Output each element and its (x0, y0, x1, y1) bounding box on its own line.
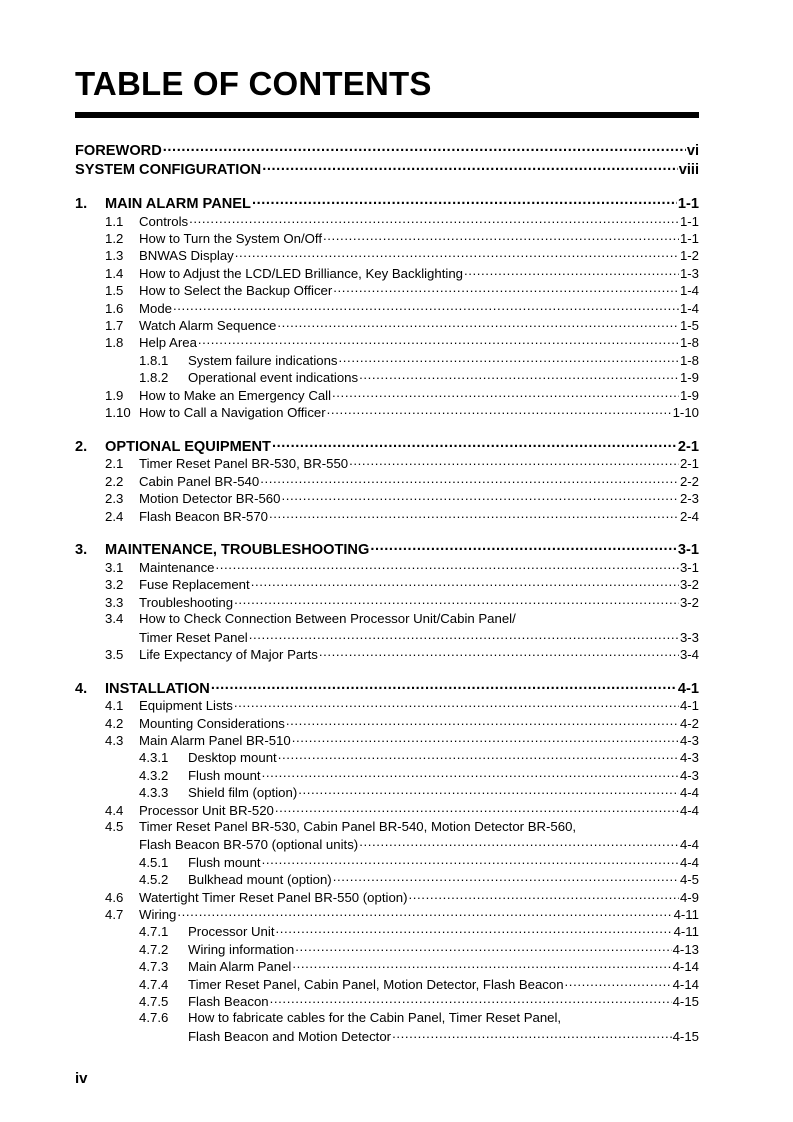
toc-entry-title: Troubleshooting (139, 594, 234, 610)
toc-entry-title-continued: Timer Reset Panel (139, 629, 248, 645)
toc-section[interactable] (75, 611, 699, 628)
dot-leader (392, 1028, 672, 1041)
dot-leader (319, 646, 679, 659)
toc-section-number: 3.2 (105, 577, 124, 593)
toc-entry-title-continued: Flash Beacon BR-570 (optional units) (139, 837, 359, 853)
toc-subsection[interactable] (75, 993, 699, 1010)
toc-section[interactable] (75, 888, 699, 905)
toc-section-number: 2.2 (105, 473, 124, 489)
toc-entry-title: How to Select the Backup Officer (139, 283, 333, 299)
toc-entry-title: Life Expectancy of Major Parts (139, 646, 318, 662)
section-spacer (75, 421, 699, 436)
toc-section[interactable] (75, 646, 699, 663)
dot-leader (275, 801, 679, 814)
toc-page-number: 4-2 (679, 715, 699, 731)
dot-leader (565, 975, 672, 988)
toc-entry-title: Fuse Replacement (139, 577, 250, 593)
toc-entry-title: SYSTEM CONFIGURATION (75, 161, 262, 178)
toc-page-number: 4-15 (672, 1028, 699, 1044)
toc-page-number: vi (686, 142, 699, 159)
toc-section-number: 1.5 (105, 283, 124, 299)
toc-section-continued[interactable] (75, 628, 699, 645)
toc-section[interactable] (75, 299, 699, 316)
section-spacer (75, 663, 699, 678)
toc-section-number: 1.8.1 (139, 352, 169, 368)
toc-entry-title: Operational event indications (188, 370, 359, 386)
toc-subsection[interactable] (75, 941, 699, 958)
toc-section-number: 4.2 (105, 715, 124, 731)
toc-page-number: 4-11 (673, 906, 699, 922)
dot-leader (262, 159, 678, 174)
toc-page-number: 3-1 (679, 559, 699, 575)
toc-section-continued[interactable] (75, 836, 699, 853)
dot-leader (292, 732, 679, 745)
toc-chapter[interactable] (75, 678, 699, 697)
toc-entry-title: Processor Unit BR-520 (139, 802, 274, 818)
dot-leader (409, 888, 679, 901)
toc-page-number: 4-5 (679, 872, 699, 888)
toc-page-number: viii (678, 161, 699, 178)
dot-leader (333, 871, 679, 884)
toc-section[interactable] (75, 732, 699, 749)
toc-section[interactable] (75, 386, 699, 403)
toc-page-number: 4-14 (672, 959, 699, 975)
toc-page-number: 1-8 (679, 352, 699, 368)
dot-leader (234, 594, 679, 607)
toc-entry-title: Shield film (option) (188, 785, 298, 801)
toc-section-number: 3.3 (105, 594, 124, 610)
toc-entry-title: Wiring information (188, 941, 295, 957)
toc-entry-title: Timer Reset Panel, Cabin Panel, Motion Detector, Flash Beacon (188, 976, 564, 992)
toc-subsection[interactable] (75, 958, 699, 975)
dot-leader (359, 369, 679, 382)
toc-page-number: 4-3 (679, 750, 699, 766)
toc-page-number: 1-3 (679, 265, 699, 281)
toc-section-number: 4.3 (105, 733, 124, 749)
toc-page-number: 4-4 (679, 837, 699, 853)
toc-entry-title: Mode (139, 300, 172, 316)
toc-page-number: 1-1 (679, 213, 699, 229)
toc-entry-title: Flash Beacon (188, 993, 269, 1009)
toc-section-number: 2.4 (105, 508, 124, 524)
toc-section-number: 1.1 (105, 213, 124, 229)
toc-entry-title: How to Turn the System On/Off (139, 231, 322, 247)
toc-section-number: 1.9 (105, 387, 124, 403)
toc-page-number: 1-10 (672, 404, 699, 420)
toc-section-number: 2.3 (105, 491, 124, 507)
title-rule (75, 112, 699, 118)
toc-section[interactable] (75, 230, 699, 247)
toc-section-number: 1.8 (105, 335, 124, 351)
toc-section[interactable] (75, 334, 699, 351)
toc-page-number: 4-3 (679, 733, 699, 749)
dot-leader (370, 540, 677, 555)
toc-page-number: 4-3 (679, 767, 699, 783)
dot-leader (333, 282, 679, 295)
dot-leader (464, 265, 679, 278)
toc-section[interactable] (75, 404, 699, 421)
toc-chapter-number: 3. (75, 542, 88, 559)
toc-page-number: 4-4 (679, 785, 699, 801)
toc-entry-title: Controls (139, 213, 189, 229)
toc-subsection[interactable] (75, 923, 699, 940)
toc-subsection[interactable] (75, 854, 699, 871)
toc-entry-title: How to Check Connection Between Processor Unit/Cabin Panel/ (139, 610, 516, 626)
toc-chapter[interactable] (75, 436, 699, 455)
dot-leader (327, 404, 672, 417)
toc-page-number: 1-1 (679, 231, 699, 247)
toc-section[interactable] (75, 576, 699, 593)
toc-section-number: 4.5.2 (139, 872, 169, 888)
toc-page-number: 4-1 (679, 698, 699, 714)
toc-section-number: 4.4 (105, 802, 124, 818)
toc-page-number: 1-2 (679, 248, 699, 264)
toc-entry-title: Mounting Considerations (139, 715, 285, 731)
toc-entry-title: How to Call a Navigation Officer (139, 404, 326, 420)
toc-page-number: 2-2 (679, 473, 699, 489)
page-number: iv (75, 1070, 88, 1087)
toc-page-number: 1-1 (677, 196, 699, 213)
dot-leader (275, 923, 672, 936)
toc-entry-title: How to Make an Emergency Call (139, 387, 332, 403)
dot-leader (177, 906, 672, 919)
toc-subsection[interactable] (75, 1010, 699, 1027)
dot-leader (173, 299, 679, 312)
toc-section[interactable] (75, 906, 699, 923)
dot-leader (189, 213, 679, 226)
toc-subsection-continued[interactable] (75, 1028, 699, 1045)
toc-section[interactable] (75, 213, 699, 230)
toc-page-number: 4-1 (677, 680, 699, 697)
toc-chapter-number: 2. (75, 438, 88, 455)
toc-section-number: 3.4 (105, 610, 124, 626)
toc-entry-title: How to Adjust the LCD/LED Brilliance, Key Backlighting (139, 265, 463, 281)
toc-page-number: 4-4 (679, 854, 699, 870)
toc-section[interactable] (75, 559, 699, 576)
toc-section-number: 4.5.1 (139, 854, 169, 870)
toc-subsection[interactable] (75, 784, 699, 801)
dot-leader (262, 767, 679, 780)
toc-page-number: 2-1 (677, 438, 699, 455)
toc-entry-title: How to fabricate cables for the Cabin Panel, Timer Reset Panel, (188, 1010, 562, 1026)
dot-leader (163, 140, 686, 155)
dot-leader (286, 714, 679, 727)
toc-entry-title: Timer Reset Panel BR-530, Cabin Panel BR-540, Motion Detector BR-560, (139, 818, 577, 834)
toc-entry-title: FOREWORD (75, 142, 162, 159)
toc-page-number: 1-9 (679, 387, 699, 403)
dot-leader (339, 352, 679, 365)
toc-entry-title: BNWAS Display (139, 248, 234, 264)
toc-section[interactable] (75, 697, 699, 714)
toc-section-number: 4.7.6 (139, 1010, 169, 1026)
toc-front-entry[interactable] (75, 159, 699, 178)
toc-page-number: 3-2 (679, 577, 699, 593)
toc-subsection[interactable] (75, 749, 699, 766)
toc-section[interactable] (75, 317, 699, 334)
toc-entry-title: Cabin Panel BR-540 (139, 473, 260, 489)
toc-page-number: 1-9 (679, 370, 699, 386)
dot-leader (277, 317, 679, 330)
toc-section-number: 4.3.3 (139, 785, 169, 801)
toc-entry-title: Processor Unit (188, 924, 275, 940)
toc-entry-title: Flush mount (188, 854, 261, 870)
toc-section-number: 4.7.5 (139, 993, 169, 1009)
toc-section[interactable] (75, 265, 699, 282)
dot-leader (292, 958, 671, 971)
toc-section-number: 4.3.2 (139, 767, 169, 783)
dot-leader (281, 490, 678, 503)
toc-section-number: 4.7.2 (139, 941, 169, 957)
toc-subsection[interactable] (75, 352, 699, 369)
toc-entry-title: Wiring (139, 906, 177, 922)
toc-entry-title: Flash Beacon BR-570 (139, 508, 269, 524)
dot-leader (295, 941, 671, 954)
toc-entry-title: Equipment Lists (139, 698, 233, 714)
toc-page-number: 3-1 (677, 542, 699, 559)
toc-chapter-title: MAINTENANCE, TROUBLESHOOTING (105, 542, 370, 559)
toc-section-number: 1.8.2 (139, 370, 169, 386)
toc-entry-title: Watch Alarm Sequence (139, 318, 277, 334)
toc-section[interactable] (75, 507, 699, 524)
toc-page-number: 1-5 (679, 318, 699, 334)
toc-section[interactable] (75, 801, 699, 818)
toc-section[interactable] (75, 247, 699, 264)
dot-leader (298, 784, 679, 797)
dot-leader (349, 455, 679, 468)
toc-chapter-title: OPTIONAL EQUIPMENT (105, 438, 271, 455)
toc-page-number: 4-4 (679, 802, 699, 818)
toc-chapter-title: INSTALLATION (105, 680, 210, 697)
dot-leader (359, 836, 679, 849)
toc-section[interactable] (75, 819, 699, 836)
dot-leader (235, 247, 679, 260)
toc-page-number: 4-9 (679, 889, 699, 905)
toc-page-number: 4-15 (672, 993, 699, 1009)
toc-section-number: 4.7.3 (139, 959, 169, 975)
toc-page-number: 2-4 (679, 508, 699, 524)
toc-entry-title: Flush mount (188, 767, 261, 783)
dot-leader (211, 678, 677, 693)
toc-section-number: 1.10 (105, 404, 131, 420)
toc-page-number: 4-13 (672, 941, 699, 957)
toc-entry-title: Help Area (139, 335, 197, 351)
toc-subsection[interactable] (75, 975, 699, 992)
toc-page-number: 2-1 (679, 456, 699, 472)
toc-page-number: 3-2 (679, 594, 699, 610)
dot-leader (272, 436, 677, 451)
dot-leader (260, 473, 679, 486)
toc-chapter[interactable] (75, 540, 699, 559)
dot-leader (262, 854, 679, 867)
dot-leader (234, 697, 679, 710)
toc-entry-title: Timer Reset Panel BR-530, BR-550 (139, 456, 349, 472)
dot-leader (252, 194, 677, 209)
toc-page-number: 1-4 (679, 300, 699, 316)
toc-page-number: 3-4 (679, 646, 699, 662)
toc-entry-title: Main Alarm Panel (188, 959, 292, 975)
toc-chapter-number: 4. (75, 680, 88, 697)
toc-chapter-number: 1. (75, 196, 88, 213)
toc-section[interactable] (75, 473, 699, 490)
toc-subsection[interactable] (75, 871, 699, 888)
toc-section[interactable] (75, 455, 699, 472)
toc-section[interactable] (75, 714, 699, 731)
toc-page-number: 4-11 (673, 924, 699, 940)
section-spacer (75, 178, 699, 194)
toc-section-number: 1.3 (105, 248, 124, 264)
toc-entry-title-continued: Flash Beacon and Motion Detector (188, 1028, 392, 1044)
toc-section-number: 4.7 (105, 906, 124, 922)
toc-subsection[interactable] (75, 767, 699, 784)
dot-leader (249, 628, 679, 641)
toc-section-number: 1.7 (105, 318, 124, 334)
toc-page-number: 3-3 (679, 629, 699, 645)
toc-section-number: 1.6 (105, 300, 124, 316)
toc-section-number: 4.5 (105, 818, 124, 834)
section-spacer (75, 525, 699, 540)
toc-chapter[interactable] (75, 194, 699, 213)
toc-front-entry[interactable] (75, 140, 699, 159)
toc-entry-title: Motion Detector BR-560 (139, 491, 281, 507)
toc-page-number: 1-4 (679, 283, 699, 299)
toc-entry-title: System failure indications (188, 352, 338, 368)
toc-entry-title: Watertight Timer Reset Panel BR-550 (option) (139, 889, 408, 905)
dot-leader (251, 576, 679, 589)
dot-leader (323, 230, 679, 243)
toc-section-number: 4.6 (105, 889, 124, 905)
dot-leader (278, 749, 679, 762)
table-of-contents (75, 140, 699, 1045)
dot-leader (270, 993, 672, 1006)
toc-section-number: 1.2 (105, 231, 124, 247)
page-title: TABLE OF CONTENTS (75, 65, 432, 102)
toc-page-number: 2-3 (679, 491, 699, 507)
toc-subsection[interactable] (75, 369, 699, 386)
toc-section-number: 3.1 (105, 559, 124, 575)
toc-entry-title: Bulkhead mount (option) (188, 872, 332, 888)
dot-leader (332, 386, 679, 399)
toc-page-number: 1-8 (679, 335, 699, 351)
toc-section-number: 4.7.1 (139, 924, 169, 940)
dot-leader (198, 334, 679, 347)
toc-section-number: 4.7.4 (139, 976, 169, 992)
toc-page-number: 4-14 (672, 976, 699, 992)
dot-leader (269, 507, 679, 520)
toc-section-number: 3.5 (105, 646, 124, 662)
toc-section[interactable] (75, 594, 699, 611)
dot-leader (216, 559, 679, 572)
toc-section-number: 1.4 (105, 265, 124, 281)
toc-section-number: 4.3.1 (139, 750, 169, 766)
toc-chapter-title: MAIN ALARM PANEL (105, 196, 251, 213)
toc-section-number: 2.1 (105, 456, 124, 472)
toc-entry-title: Maintenance (139, 559, 215, 575)
toc-section-number: 4.1 (105, 698, 124, 714)
toc-entry-title: Desktop mount (188, 750, 277, 766)
toc-section[interactable] (75, 282, 699, 299)
toc-section[interactable] (75, 490, 699, 507)
toc-entry-title: Main Alarm Panel BR-510 (139, 733, 291, 749)
